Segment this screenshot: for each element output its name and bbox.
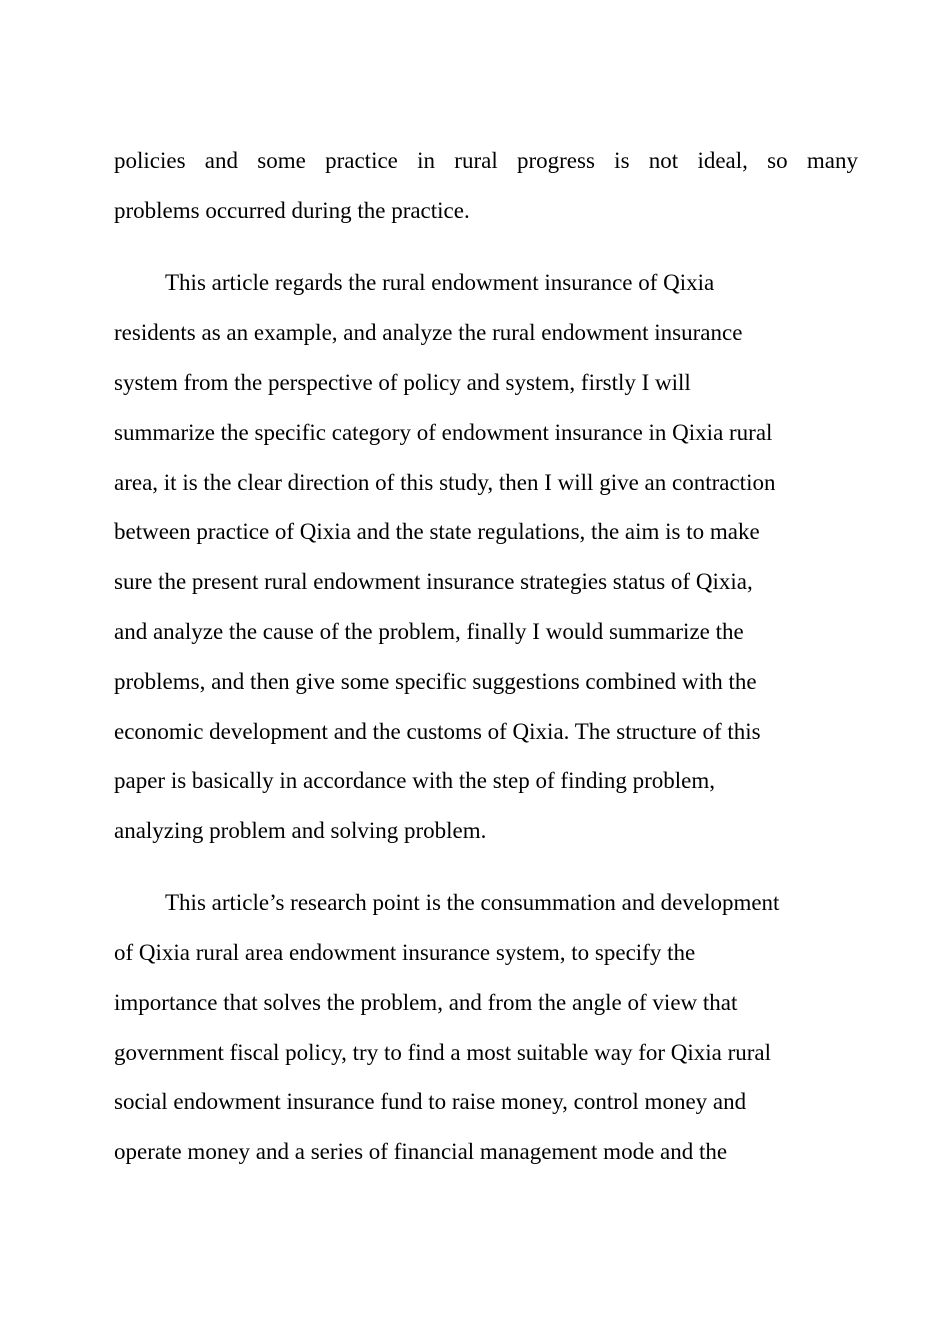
paragraph-1-line-2: problems occurred during the practice. bbox=[114, 198, 470, 223]
paragraph-3-line-3: importance that solves the problem, and from the angle of view that bbox=[114, 990, 738, 1015]
paragraph-2-line-10: economic development and the customs of Qixia. The structure of this bbox=[114, 719, 761, 744]
paragraph-3-line-6: operate money and a series of financial management mode and the bbox=[114, 1139, 728, 1164]
paragraph-2-line-9: problems, and then give some specific suggestions combined with the bbox=[114, 669, 757, 694]
paragraph-2-line-1: This article regards the rural endowment insurance of Qixia bbox=[165, 270, 715, 295]
paragraph-3-line-2: of Qixia rural area endowment insurance system, to specify the bbox=[114, 940, 696, 965]
paragraph-3-line-5: social endowment insurance fund to raise money, control money and bbox=[114, 1089, 747, 1114]
paragraph-1-line-1: policies and some practice in rural progress is not ideal, so many bbox=[114, 148, 858, 173]
paragraph-2-line-5: area, it is the clear direction of this study, then I will give an contraction bbox=[114, 470, 776, 495]
paragraph-2-line-7: sure the present rural endowment insurance strategies status of Qixia, bbox=[114, 569, 753, 594]
paragraph-3-line-1: This article’s research point is the consummation and development bbox=[165, 890, 780, 915]
paragraph-3-line-4: government fiscal policy, try to find a most suitable way for Qixia rural bbox=[114, 1040, 772, 1065]
paragraph-2-line-2: residents as an example, and analyze the rural endowment insurance bbox=[114, 320, 743, 345]
paragraph-2-line-12: analyzing problem and solving problem. bbox=[114, 818, 487, 843]
paragraph-2-line-8: and analyze the cause of the problem, finally I would summarize the bbox=[114, 619, 744, 644]
paragraph-2-line-4: summarize the specific category of endowment insurance in Qixia rural bbox=[114, 420, 773, 445]
paragraph-2-line-6: between practice of Qixia and the state regulations, the aim is to make bbox=[114, 519, 760, 544]
paragraph-2-line-3: system from the perspective of policy and system, firstly I will bbox=[114, 370, 691, 395]
paragraph-2-line-11: paper is basically in accordance with the step of finding problem, bbox=[114, 768, 715, 793]
